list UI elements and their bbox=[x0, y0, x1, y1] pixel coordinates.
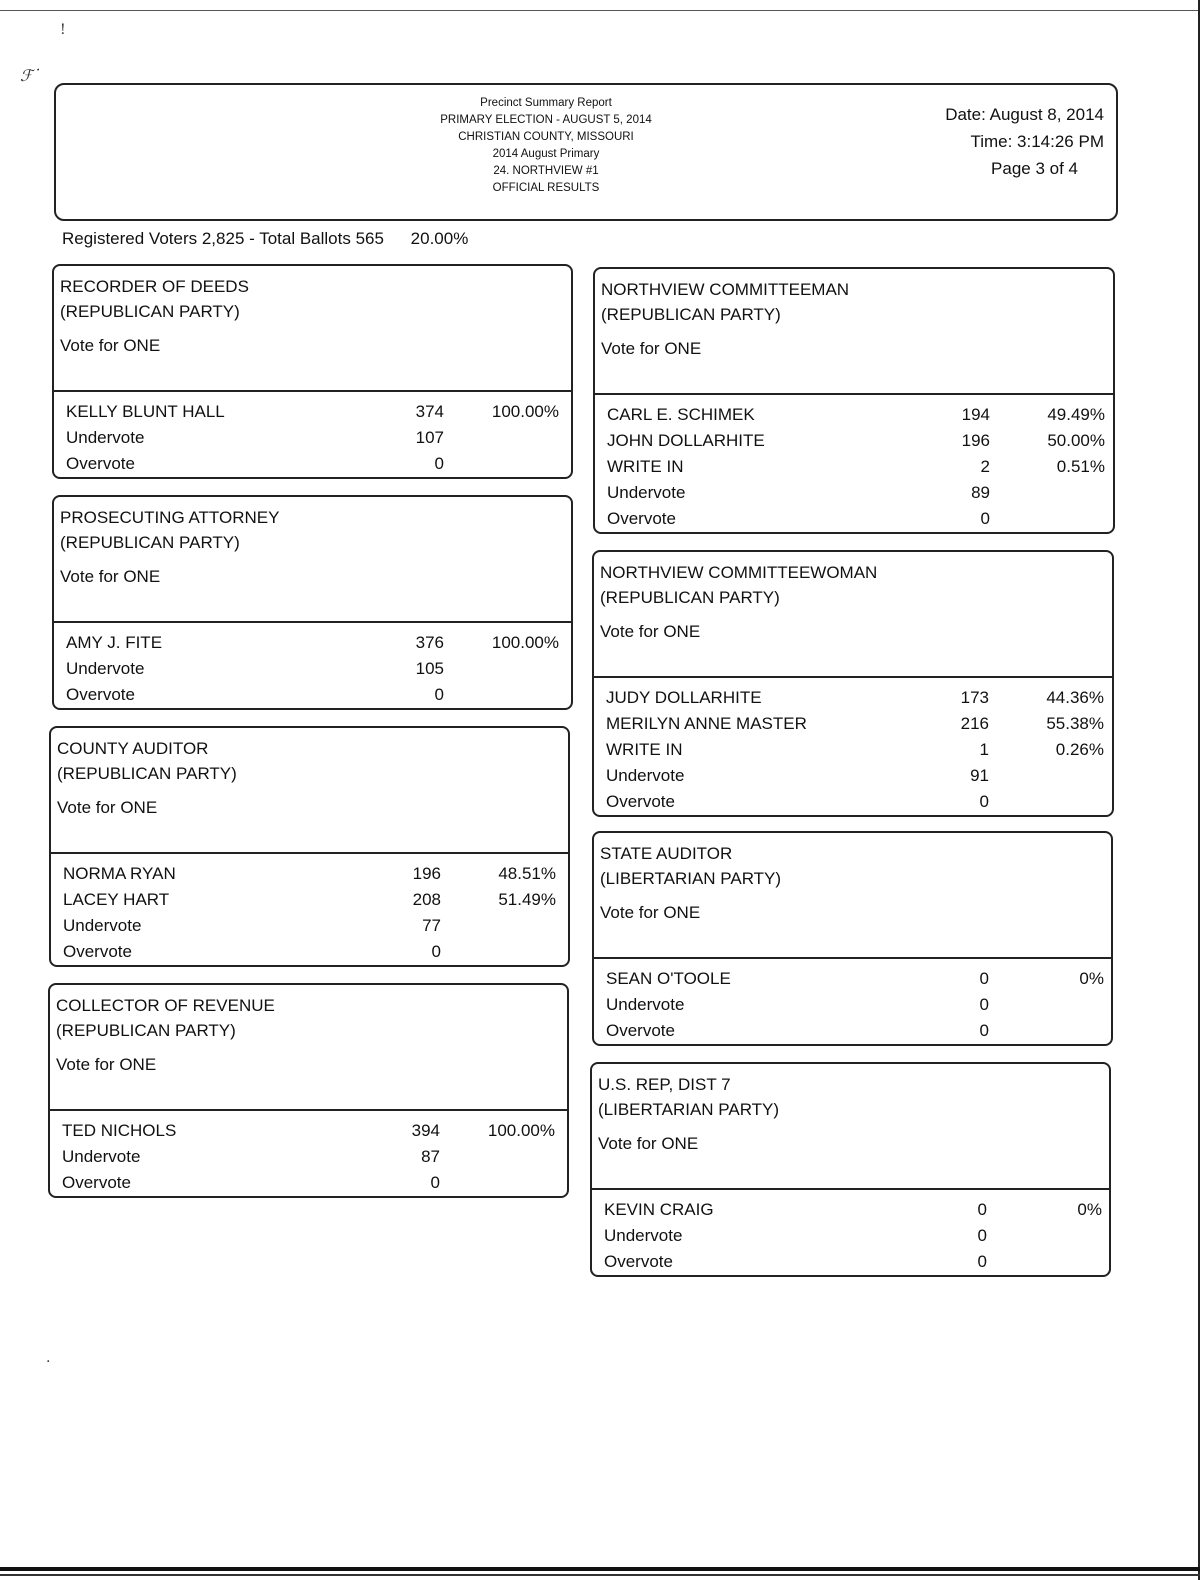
candidate-name: Undervote bbox=[62, 1147, 141, 1166]
vote-count: 0 bbox=[979, 995, 989, 1014]
result-row bbox=[50, 1170, 567, 1196]
candidate-name: NORMA RYAN bbox=[63, 864, 176, 883]
vote-percent: 44.36% bbox=[1046, 688, 1104, 707]
result-row bbox=[595, 480, 1113, 506]
report-title: Precinct Summary Report bbox=[480, 97, 612, 109]
results-list bbox=[54, 392, 571, 477]
race-office: RECORDER OF DEEDS bbox=[60, 277, 249, 296]
candidate-name: JUDY DOLLARHITE bbox=[606, 688, 762, 707]
candidate-name: Overvote bbox=[606, 792, 675, 811]
results-list bbox=[594, 959, 1111, 1044]
vote-count: 89 bbox=[971, 483, 990, 502]
candidate-name: KELLY BLUNT HALL bbox=[66, 402, 225, 421]
result-row bbox=[594, 763, 1112, 789]
vote-for-instruction: Vote for ONE bbox=[56, 1055, 157, 1074]
race-box bbox=[590, 1062, 1111, 1277]
race-office: COUNTY AUDITOR bbox=[57, 739, 209, 758]
vote-count: 0 bbox=[430, 1173, 440, 1192]
candidate-name: Undervote bbox=[604, 1226, 683, 1245]
report-header bbox=[54, 83, 1118, 221]
report-meta bbox=[945, 101, 1104, 182]
result-row bbox=[595, 402, 1113, 428]
race-office: COLLECTOR OF REVENUE bbox=[56, 996, 275, 1015]
race-party: (LIBERTARIAN PARTY) bbox=[598, 1100, 780, 1119]
result-row bbox=[54, 451, 571, 477]
report-date: Date: August 8, 2014 bbox=[945, 105, 1104, 124]
candidate-name: JOHN DOLLARHITE bbox=[607, 431, 765, 450]
vote-count: 394 bbox=[411, 1121, 440, 1140]
scan-edge-line-top bbox=[0, 10, 1200, 11]
candidate-name: AMY J. FITE bbox=[66, 633, 163, 652]
vote-count: 0 bbox=[979, 1021, 989, 1040]
race-box bbox=[52, 495, 573, 710]
result-row bbox=[592, 1249, 1109, 1275]
vote-percent: 100.00% bbox=[491, 402, 559, 421]
result-row bbox=[595, 506, 1113, 532]
result-row bbox=[54, 425, 571, 451]
precinct-name: 24. NORTHVIEW #1 bbox=[493, 165, 599, 177]
result-row bbox=[594, 1018, 1111, 1044]
race-party: (REPUBLICAN PARTY) bbox=[600, 588, 780, 607]
candidate-name: Overvote bbox=[606, 1021, 675, 1040]
result-row bbox=[51, 887, 568, 913]
race-office: U.S. REP, DIST 7 bbox=[598, 1075, 731, 1094]
candidate-name: Overvote bbox=[604, 1252, 673, 1271]
report-header-titles bbox=[356, 95, 736, 197]
turnout-summary bbox=[62, 229, 468, 249]
vote-percent: 0.51% bbox=[1056, 457, 1105, 476]
vote-count: 105 bbox=[415, 659, 444, 678]
race-party: (REPUBLICAN PARTY) bbox=[60, 302, 240, 321]
results-list bbox=[595, 395, 1113, 532]
results-list bbox=[50, 1111, 567, 1196]
scan-mark: ℱ˙ bbox=[20, 66, 41, 85]
page-number: Page 3 of 4 bbox=[991, 159, 1078, 178]
vote-count: 208 bbox=[412, 890, 441, 909]
race-title bbox=[601, 277, 849, 327]
result-row bbox=[50, 1118, 567, 1144]
election-name: PRIMARY ELECTION - AUGUST 5, 2014 bbox=[440, 114, 652, 126]
vote-for-instruction: Vote for ONE bbox=[598, 1134, 699, 1153]
vote-count: 77 bbox=[422, 916, 441, 935]
race-header bbox=[54, 266, 571, 392]
race-header bbox=[594, 552, 1112, 678]
vote-count: 173 bbox=[960, 688, 989, 707]
results-status: OFFICIAL RESULTS bbox=[492, 182, 600, 194]
vote-count: 0 bbox=[431, 942, 441, 961]
result-row bbox=[54, 630, 571, 656]
race-title bbox=[598, 1072, 779, 1122]
race-party: (LIBERTARIAN PARTY) bbox=[600, 869, 782, 888]
vote-for-instruction: Vote for ONE bbox=[600, 622, 701, 641]
vote-percent: 0.26% bbox=[1055, 740, 1104, 759]
race-box bbox=[592, 831, 1113, 1046]
result-row bbox=[54, 399, 571, 425]
race-office: PROSECUTING ATTORNEY bbox=[60, 508, 280, 527]
vote-count: 374 bbox=[415, 402, 444, 421]
race-party: (REPUBLICAN PARTY) bbox=[601, 305, 781, 324]
candidate-name: Undervote bbox=[606, 995, 685, 1014]
race-office: NORTHVIEW COMMITTEEMAN bbox=[601, 280, 850, 299]
race-party: (REPUBLICAN PARTY) bbox=[56, 1021, 236, 1040]
result-row bbox=[595, 428, 1113, 454]
race-title bbox=[56, 993, 275, 1043]
result-row bbox=[592, 1223, 1109, 1249]
vote-for-instruction: Vote for ONE bbox=[601, 339, 702, 358]
vote-for-instruction: Vote for ONE bbox=[60, 336, 161, 355]
result-row bbox=[51, 861, 568, 887]
result-row bbox=[54, 656, 571, 682]
result-row bbox=[51, 913, 568, 939]
scan-edge-line-bottom-2 bbox=[0, 1574, 1200, 1576]
candidate-name: KEVIN CRAIG bbox=[604, 1200, 714, 1219]
vote-for-instruction: Vote for ONE bbox=[600, 903, 701, 922]
result-row bbox=[594, 966, 1111, 992]
candidate-name: WRITE IN bbox=[606, 740, 683, 759]
vote-count: 1 bbox=[979, 740, 989, 759]
vote-percent: 0% bbox=[1079, 969, 1104, 988]
result-row bbox=[594, 711, 1112, 737]
candidate-name: Overvote bbox=[62, 1173, 131, 1192]
race-party: (REPUBLICAN PARTY) bbox=[57, 764, 237, 783]
turnout-text: Registered Voters 2,825 - Total Ballots 565 bbox=[62, 229, 384, 248]
race-office: STATE AUDITOR bbox=[600, 844, 733, 863]
result-row bbox=[595, 454, 1113, 480]
vote-count: 87 bbox=[421, 1147, 440, 1166]
race-title bbox=[600, 560, 877, 610]
vote-count: 0 bbox=[434, 685, 444, 704]
result-row bbox=[54, 682, 571, 708]
race-box bbox=[48, 983, 569, 1198]
candidate-name: Overvote bbox=[607, 509, 676, 528]
race-party: (REPUBLICAN PARTY) bbox=[60, 533, 240, 552]
vote-count: 91 bbox=[970, 766, 989, 785]
result-row bbox=[594, 789, 1112, 815]
race-header bbox=[595, 269, 1113, 395]
race-header bbox=[592, 1064, 1109, 1190]
candidate-name: Overvote bbox=[63, 942, 132, 961]
race-box bbox=[593, 267, 1115, 534]
race-box bbox=[49, 726, 570, 967]
vote-count: 0 bbox=[977, 1252, 987, 1271]
election-label: 2014 August Primary bbox=[492, 148, 600, 160]
result-row bbox=[50, 1144, 567, 1170]
candidate-name: Undervote bbox=[66, 428, 145, 447]
vote-count: 216 bbox=[960, 714, 989, 733]
vote-percent: 51.49% bbox=[498, 890, 556, 909]
vote-count: 196 bbox=[412, 864, 441, 883]
race-header bbox=[50, 985, 567, 1111]
race-box bbox=[592, 550, 1114, 817]
candidate-name: CARL E. SCHIMEK bbox=[607, 405, 755, 424]
vote-for-instruction: Vote for ONE bbox=[57, 798, 158, 817]
county-name: CHRISTIAN COUNTY, MISSOURI bbox=[458, 131, 634, 143]
vote-percent: 55.38% bbox=[1046, 714, 1104, 733]
vote-count: 376 bbox=[415, 633, 444, 652]
vote-count: 0 bbox=[977, 1200, 987, 1219]
vote-count: 0 bbox=[980, 509, 990, 528]
result-row bbox=[592, 1197, 1109, 1223]
race-office: NORTHVIEW COMMITTEEWOMAN bbox=[600, 563, 878, 582]
candidate-name: Undervote bbox=[66, 659, 145, 678]
race-header bbox=[51, 728, 568, 854]
candidate-name: LACEY HART bbox=[63, 890, 170, 909]
vote-percent: 100.00% bbox=[491, 633, 559, 652]
scan-mark: ! bbox=[60, 22, 66, 38]
candidate-name: SEAN O'TOOLE bbox=[606, 969, 731, 988]
result-row bbox=[51, 939, 568, 965]
candidate-name: WRITE IN bbox=[607, 457, 684, 476]
candidate-name: Undervote bbox=[606, 766, 685, 785]
turnout-percent: 20.00% bbox=[410, 229, 469, 248]
candidate-name: Undervote bbox=[607, 483, 686, 502]
vote-count: 107 bbox=[415, 428, 444, 447]
vote-count: 0 bbox=[977, 1226, 987, 1245]
vote-count: 0 bbox=[979, 792, 989, 811]
results-list bbox=[594, 678, 1112, 815]
vote-count: 194 bbox=[961, 405, 990, 424]
results-list bbox=[51, 854, 568, 965]
candidate-name: Overvote bbox=[66, 685, 135, 704]
vote-percent: 100.00% bbox=[487, 1121, 555, 1140]
race-title bbox=[600, 841, 781, 891]
scan-mark: . bbox=[46, 1350, 51, 1366]
results-list bbox=[592, 1190, 1109, 1275]
result-row bbox=[594, 685, 1112, 711]
vote-percent: 49.49% bbox=[1047, 405, 1105, 424]
race-box bbox=[52, 264, 573, 479]
race-title bbox=[57, 736, 237, 786]
result-row bbox=[594, 737, 1112, 763]
vote-for-instruction: Vote for ONE bbox=[60, 567, 161, 586]
vote-percent: 48.51% bbox=[498, 864, 556, 883]
vote-percent: 50.00% bbox=[1047, 431, 1105, 450]
results-list bbox=[54, 623, 571, 708]
candidate-name: Overvote bbox=[66, 454, 135, 473]
vote-count: 0 bbox=[979, 969, 989, 988]
report-time: Time: 3:14:26 PM bbox=[970, 132, 1104, 151]
candidate-name: MERILYN ANNE MASTER bbox=[606, 714, 807, 733]
vote-count: 0 bbox=[434, 454, 444, 473]
race-title bbox=[60, 505, 279, 555]
vote-percent: 0% bbox=[1077, 1200, 1102, 1219]
scan-edge-line-bottom bbox=[0, 1567, 1200, 1571]
candidate-name: Undervote bbox=[63, 916, 142, 935]
candidate-name: TED NICHOLS bbox=[62, 1121, 177, 1140]
race-title bbox=[60, 274, 249, 324]
vote-count: 196 bbox=[961, 431, 990, 450]
race-header bbox=[594, 833, 1111, 959]
vote-count: 2 bbox=[980, 457, 990, 476]
race-header bbox=[54, 497, 571, 623]
result-row bbox=[594, 992, 1111, 1018]
